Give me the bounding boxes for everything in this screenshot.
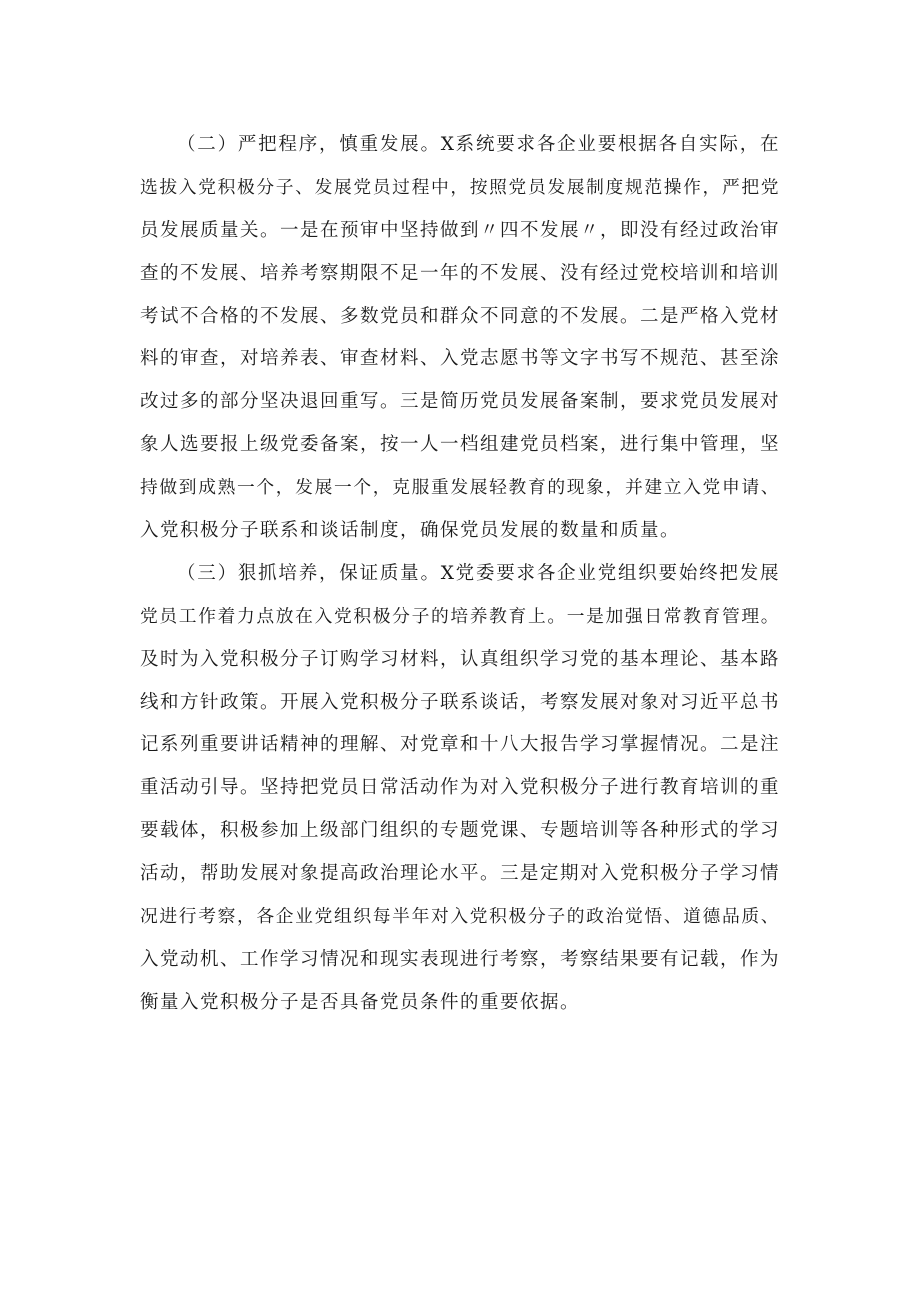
paragraph-line: 活动，帮助发展对象提高政治理论水平。三是定期对入党积极分子学习情 (140, 863, 781, 885)
paragraph-line: 党员工作着力点放在入党积极分子的培养教育上。一是加强日常教育管理。 (140, 606, 780, 627)
paragraph-line: 重活动引导。坚持把党员日常活动作为对入党积极分子进行教育培训的重 (140, 777, 781, 799)
paragraph-line: 及时为入党积极分子订购学习材料，认真组织学习党的基本理论、基本路 (140, 648, 781, 670)
paragraph-line: 衡量入党积极分子是否具备党员条件的重要依据。 (140, 991, 581, 1013)
paragraph-line: 况进行考察，各企业党组织每半年对入党积极分子的政治觉悟、道德品质、 (140, 907, 780, 928)
paragraph-line: 记系列重要讲话精神的理解、对党章和十八大报告学习掌握情况。二是注 (140, 734, 781, 756)
paragraph-line: 员发展质量关。一是在预审中坚持做到〃四不发展〃，即没有经过政治审 (140, 219, 781, 241)
paragraph-line: 持做到成熟一个，发展一个，克服重发展轻教育的现象，并建立入党申请、 (140, 478, 780, 499)
paragraph-2 (140, 124, 780, 553)
paragraph-line: 入党积极分子联系和谈话制度，确保党员发展的数量和质量。 (140, 520, 681, 542)
paragraph-line: 象人选要报上级党委备案，按一人一档组建党员档案，进行集中管理，坚 (140, 434, 781, 456)
paragraph-line: 入党动机、工作学习情况和现实表现进行考察，考察结果要有记载，作为 (140, 948, 781, 970)
paragraph-line: 考试不合格的不发展、多数党员和群众不同意的不发展。二是严格入党材 (140, 305, 781, 327)
paragraph-line: 要载体，积极参加上级部门组织的专题党课、专题培训等各种形式的学习 (140, 820, 781, 842)
paragraph-line: （二）严把程序，慎重发展。X系统要求各企业要根据各自实际，在 (177, 134, 780, 155)
paragraph-line: 料的审查，对培养表、审查材料、入党志愿书等文字书写不规范、甚至涂 (140, 348, 781, 370)
document-body (140, 124, 780, 1025)
paragraph-line: （三）狠抓培养，保证质量。X党委要求各企业党组织要始终把发展 (177, 562, 780, 584)
paragraph-3 (140, 553, 780, 1025)
paragraph-line: 改过多的部分坚决退回重写。三是简历党员发展备案制，要求党员发展对 (140, 391, 781, 413)
paragraph-line: 选拔入党积极分子、发展党员过程中，按照党员发展制度规范操作，严把党 (140, 177, 780, 198)
paragraph-line: 查的不发展、培养考察期限不足一年的不发展、没有经过党校培训和培训 (140, 262, 781, 284)
paragraph-line: 线和方针政策。开展入党积极分子联系谈话，考察发展对象对习近平总书 (140, 691, 781, 713)
